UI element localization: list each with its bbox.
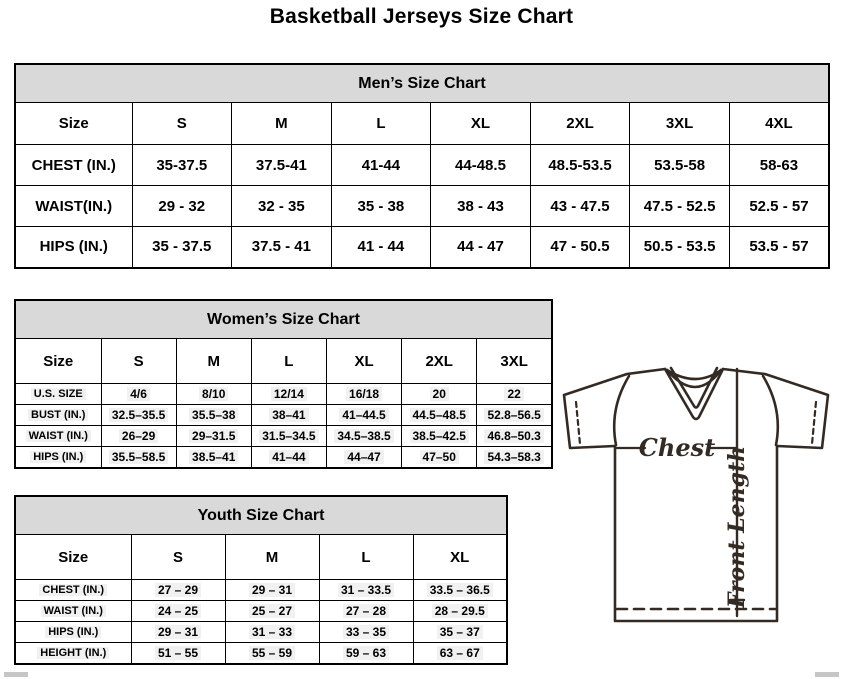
cell-value: 29 – 31 xyxy=(225,580,319,601)
left-sleeve-dashed-line xyxy=(576,402,580,444)
cell-value: 28 – 29.5 xyxy=(413,601,507,622)
table-row xyxy=(15,227,829,268)
cell-value: 29 – 31 xyxy=(131,622,225,643)
cell-value: 41-44 xyxy=(331,145,431,186)
cell-value: 29 - 32 xyxy=(132,186,232,227)
mens-size-table xyxy=(14,63,830,269)
cell-value: 31 – 33.5 xyxy=(319,580,413,601)
cell-value: 44–47 xyxy=(326,447,401,468)
row-label: HIPS (IN.) xyxy=(15,622,131,643)
row-label: U.S. SIZE xyxy=(15,384,101,405)
cell-value: 34.5–38.5 xyxy=(326,426,401,447)
cell-value: 4/6 xyxy=(101,384,176,405)
column-header-row xyxy=(15,103,829,145)
cell-value: 53.5 - 57 xyxy=(729,227,829,268)
column-header-l: L xyxy=(319,535,413,580)
cell-value: 47–50 xyxy=(402,447,477,468)
youth-size-table xyxy=(14,495,508,665)
cell-value: 41–44.5 xyxy=(326,405,401,426)
column-header-3xl: 3XL xyxy=(630,103,730,145)
column-header-l: L xyxy=(331,103,431,145)
jersey-measurement-diagram xyxy=(560,356,840,630)
cell-value: 46.8–50.3 xyxy=(477,426,552,447)
cell-value: 44 - 47 xyxy=(431,227,531,268)
cell-value: 41–44 xyxy=(251,447,326,468)
cell-value: 22 xyxy=(477,384,552,405)
cell-value: 37.5-41 xyxy=(232,145,332,186)
row-label: HEIGHT (IN.) xyxy=(15,643,131,664)
row-label: HIPS (IN.) xyxy=(15,227,132,268)
cell-value: 38.5–42.5 xyxy=(402,426,477,447)
cell-value: 47.5 - 52.5 xyxy=(630,186,730,227)
cell-value: 31 – 33 xyxy=(225,622,319,643)
table-row xyxy=(15,186,829,227)
cell-value: 8/10 xyxy=(176,384,251,405)
table-row xyxy=(15,384,552,405)
table-title: Women’s Size Chart xyxy=(15,300,552,339)
row-label: BUST (IN.) xyxy=(15,405,101,426)
womens-size-table xyxy=(14,299,553,469)
cell-value: 20 xyxy=(402,384,477,405)
size-column-header: Size xyxy=(15,535,131,580)
size-column-header: Size xyxy=(15,339,101,384)
column-header-2xl: 2XL xyxy=(530,103,630,145)
column-header-row xyxy=(15,535,507,580)
cell-value: 43 - 47.5 xyxy=(530,186,630,227)
cell-value: 35.5–38 xyxy=(176,405,251,426)
cell-value: 41 - 44 xyxy=(331,227,431,268)
table-row xyxy=(15,643,507,664)
row-label: WAIST (IN.) xyxy=(15,426,101,447)
front-length-label: Front Length xyxy=(724,445,750,609)
table-title-band xyxy=(15,496,507,535)
cell-value: 27 – 29 xyxy=(131,580,225,601)
cell-value: 48.5-53.5 xyxy=(530,145,630,186)
column-header-xl: XL xyxy=(413,535,507,580)
cell-value: 26–29 xyxy=(101,426,176,447)
column-header-row xyxy=(15,339,552,384)
column-header-4xl: 4XL xyxy=(729,103,829,145)
cell-value: 37.5 - 41 xyxy=(232,227,332,268)
row-label: HIPS (IN.) xyxy=(15,447,101,468)
table-row xyxy=(15,145,829,186)
cell-value: 50.5 - 53.5 xyxy=(630,227,730,268)
chest-label: Chest xyxy=(638,433,716,462)
cell-value: 38 - 43 xyxy=(431,186,531,227)
cell-value: 25 – 27 xyxy=(225,601,319,622)
row-label: WAIST (IN.) xyxy=(15,601,131,622)
cell-value: 59 – 63 xyxy=(319,643,413,664)
scrollbar-fragment-left[interactable] xyxy=(4,672,28,677)
column-header-3xl: 3XL xyxy=(477,339,552,384)
table-title: Men’s Size Chart xyxy=(15,64,829,103)
table-title-band xyxy=(15,300,552,339)
row-label: WAIST(IN.) xyxy=(15,186,132,227)
column-header-xl: XL xyxy=(326,339,401,384)
column-header-2xl: 2XL xyxy=(402,339,477,384)
cell-value: 35 - 37.5 xyxy=(132,227,232,268)
cell-value: 32.5–35.5 xyxy=(101,405,176,426)
cell-value: 33 – 35 xyxy=(319,622,413,643)
cell-value: 35 – 37 xyxy=(413,622,507,643)
cell-value: 53.5-58 xyxy=(630,145,730,186)
cell-value: 44.5–48.5 xyxy=(402,405,477,426)
cell-value: 52.5 - 57 xyxy=(729,186,829,227)
column-header-m: M xyxy=(232,103,332,145)
cell-value: 35.5–58.5 xyxy=(101,447,176,468)
cell-value: 38.5–41 xyxy=(176,447,251,468)
cell-value: 47 - 50.5 xyxy=(530,227,630,268)
row-label: CHEST (IN.) xyxy=(15,145,132,186)
table-row xyxy=(15,426,552,447)
cell-value: 32 - 35 xyxy=(232,186,332,227)
cell-value: 33.5 – 36.5 xyxy=(413,580,507,601)
table-title-band xyxy=(15,64,829,103)
cell-value: 58-63 xyxy=(729,145,829,186)
cell-value: 16/18 xyxy=(326,384,401,405)
column-header-s: S xyxy=(131,535,225,580)
table-row xyxy=(15,580,507,601)
column-header-l: L xyxy=(251,339,326,384)
table-row xyxy=(15,622,507,643)
cell-value: 51 – 55 xyxy=(131,643,225,664)
table-row xyxy=(15,601,507,622)
cell-value: 29–31.5 xyxy=(176,426,251,447)
column-header-s: S xyxy=(132,103,232,145)
right-armhole-seam xyxy=(763,376,778,445)
cell-value: 55 – 59 xyxy=(225,643,319,664)
cell-value: 24 – 25 xyxy=(131,601,225,622)
cell-value: 54.3–58.3 xyxy=(477,447,552,468)
cell-value: 35 - 38 xyxy=(331,186,431,227)
column-header-m: M xyxy=(225,535,319,580)
cell-value: 63 – 67 xyxy=(413,643,507,664)
column-header-m: M xyxy=(176,339,251,384)
column-header-s: S xyxy=(101,339,176,384)
page-title: Basketball Jerseys Size Chart xyxy=(269,5,574,28)
left-armhole-seam xyxy=(614,376,629,445)
cell-value: 44-48.5 xyxy=(431,145,531,186)
cell-value: 31.5–34.5 xyxy=(251,426,326,447)
table-row xyxy=(15,447,552,468)
right-sleeve-dashed-line xyxy=(812,402,816,444)
column-header-xl: XL xyxy=(431,103,531,145)
cell-value: 52.8–56.5 xyxy=(477,405,552,426)
table-row xyxy=(15,405,552,426)
cell-value: 12/14 xyxy=(251,384,326,405)
row-label: CHEST (IN.) xyxy=(15,580,131,601)
cell-value: 27 – 28 xyxy=(319,601,413,622)
cell-value: 38–41 xyxy=(251,405,326,426)
scrollbar-fragment-right[interactable] xyxy=(815,672,839,677)
table-title: Youth Size Chart xyxy=(15,496,507,535)
size-column-header: Size xyxy=(15,103,132,145)
cell-value: 35-37.5 xyxy=(132,145,232,186)
